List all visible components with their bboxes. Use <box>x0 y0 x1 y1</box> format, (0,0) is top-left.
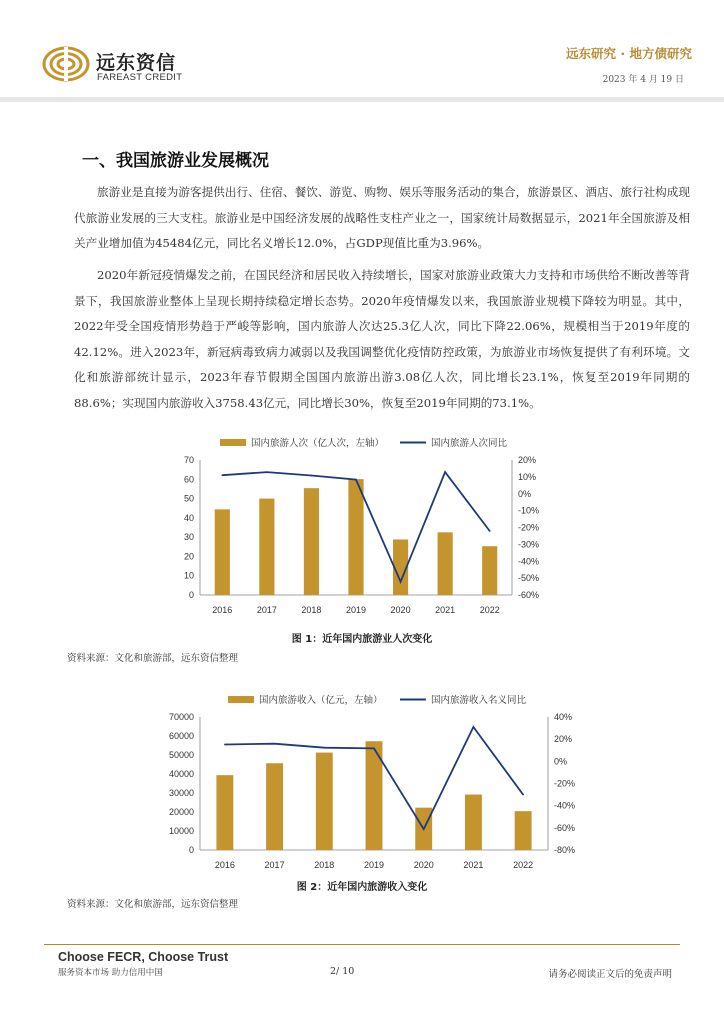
legend-line-label: 国内旅游收入名义同比 <box>431 695 527 706</box>
line-point <box>355 479 357 481</box>
line-point <box>444 471 446 473</box>
bar <box>438 532 453 595</box>
left-tick-label: 50 <box>183 493 194 504</box>
bar <box>316 753 333 850</box>
right-tick-label: -50% <box>518 573 540 584</box>
left-tick-label: 10 <box>183 570 194 581</box>
bar <box>304 488 319 595</box>
left-tick-label: 20 <box>183 551 194 562</box>
bar <box>259 499 274 595</box>
left-tick-label: 50000 <box>168 750 194 760</box>
line-point <box>266 471 268 473</box>
report-category: 远东研究 · 地方债研究 <box>566 46 692 61</box>
x-tick-label: 2016 <box>214 860 235 870</box>
chart-2 <box>0 690 724 878</box>
report-date: 2023 年 4 月 19 日 <box>602 75 684 85</box>
chart-2-source: 资料来源：文化和旅游部，远东资信整理 <box>67 899 239 910</box>
footer-slogan: 服务资本市场 助力信用中国 <box>58 968 163 978</box>
legend-bar-label: 国内旅游人次（亿人次，左轴） <box>251 438 385 449</box>
left-tick-label: 30 <box>183 532 194 543</box>
legend-line-label: 国内旅游人次同比 <box>431 438 508 449</box>
logo-chinese-name: 远东资信 <box>96 52 177 74</box>
right-tick-label: -80% <box>554 845 576 855</box>
left-tick-label: 20000 <box>168 807 194 817</box>
footer-disclaimer: 请务必阅读正文后的免责声明 <box>548 969 672 980</box>
chart-1-caption: 图 1：近年国内旅游业人次变化 <box>291 634 433 645</box>
bar <box>216 775 233 850</box>
paragraph-1: 旅游业是直接为游客提供出行、住宿、餐饮、游览、购物、娱乐等服务活动的集合，旅游景区、酒店、旅行社构成现代旅游业发展的三大支柱。旅游业是中国经济发展的战略性支柱产业之一，国家统计局数据显示，2021年全国旅游及相关产业增加值为45484亿元，同比名义增长12.0%，占GDP现值比重为3.96%。 <box>74 185 690 250</box>
right-tick-label: -20% <box>554 778 576 789</box>
right-tick-label: -40% <box>554 800 576 811</box>
chart-1-svg <box>0 430 724 630</box>
x-tick-label: 2019 <box>345 605 367 615</box>
line-point <box>274 743 276 745</box>
right-tick-label: 40% <box>554 712 573 722</box>
x-tick-label: 2018 <box>301 605 322 615</box>
bar <box>482 546 497 595</box>
left-tick-label: 60000 <box>168 731 194 741</box>
x-tick-label: 2019 <box>363 860 385 870</box>
header-divider <box>0 97 724 102</box>
chart-2-caption: 图 2：近年国内旅游收入变化 <box>296 882 428 893</box>
x-tick-label: 2022 <box>513 860 534 870</box>
left-tick-label: 0 <box>188 590 194 600</box>
left-tick-label: 40 <box>183 512 194 523</box>
x-tick-label: 2021 <box>435 605 456 615</box>
x-tick-label: 2017 <box>256 605 277 615</box>
fareast-logo-icon <box>42 46 90 82</box>
left-tick-label: 0 <box>188 845 194 855</box>
line-point <box>522 794 524 796</box>
line-point <box>311 475 313 477</box>
footer-divider <box>44 944 680 945</box>
x-tick-label: 2018 <box>314 860 335 870</box>
chart-1 <box>0 430 724 630</box>
x-tick-label: 2022 <box>479 605 500 615</box>
footer-brand: Choose FECR, Choose Trust <box>58 950 229 964</box>
company-logo <box>42 46 212 86</box>
x-tick-label: 2021 <box>463 860 484 870</box>
bar <box>266 763 283 850</box>
line-point <box>489 530 491 532</box>
left-tick-label: 10000 <box>168 826 194 836</box>
left-tick-label: 40000 <box>168 769 194 779</box>
right-tick-label: -60% <box>518 590 540 600</box>
x-tick-label: 2020 <box>413 860 434 870</box>
right-tick-label: -30% <box>518 539 540 550</box>
chart-2-svg <box>0 690 724 878</box>
right-tick-label: -60% <box>554 822 576 833</box>
bar <box>465 795 482 850</box>
right-tick-label: 10% <box>518 471 537 482</box>
x-tick-label: 2016 <box>212 605 233 615</box>
right-tick-label: 20% <box>518 455 537 465</box>
left-tick-label: 30000 <box>168 788 194 798</box>
left-tick-label: 60 <box>183 474 194 485</box>
bar <box>348 479 363 595</box>
line-point <box>400 581 402 583</box>
x-tick-label: 2017 <box>264 860 285 870</box>
left-tick-label: 70000 <box>168 712 194 722</box>
right-tick-label: 0% <box>554 756 568 767</box>
right-tick-label: 0% <box>518 488 532 499</box>
right-tick-label: -10% <box>518 505 540 516</box>
legend-bar-label: 国内旅游收入（亿元，左轴） <box>259 695 383 706</box>
legend-bar-swatch <box>220 439 246 446</box>
legend-bar-swatch <box>228 696 254 703</box>
bar <box>515 811 532 850</box>
chart-1-source: 资料来源：文化和旅游部，远东资信整理 <box>67 653 239 664</box>
paragraph-2: 2020年新冠疫情爆发之前，在国民经济和居民收入持续增长，国家对旅游业政策大力支持和市场供给不断改善等背景下，我国旅游业整体上呈现长期持续稳定增长态势。2020年疫情爆发以来，我国旅游业规模下降较为明显。其中，2022年受全国疫情形势趋于严峻等影响，国内旅游人次达25.3亿人次，同比下降22.06%，规模相当于2019年度的42.12%。进入2023年，新冠病毒致病力减弱以及我国调整优化疫情防控政策，为旅游业市场恢复提供了有利环境。文化和旅游部统计显示，2023年春节假期全国国内旅游出游3.08亿人次，同比增长23.1%，恢复至2019年同期的88.6%；实现国内旅游收入3758.43亿元，同比增长30%，恢复至2019年同期的73.1%。 <box>74 268 690 410</box>
section-title: 一、我国旅游业发展概况 <box>82 151 269 171</box>
line-point <box>221 474 223 476</box>
right-tick-label: -40% <box>518 556 540 567</box>
right-tick-label: 20% <box>554 734 573 745</box>
page-number: 2/ 10 <box>330 966 355 977</box>
line-point <box>473 726 475 728</box>
line-point <box>373 748 375 750</box>
bar <box>215 509 230 595</box>
logo-english-name: FAREAST CREDIT <box>97 72 183 83</box>
x-tick-label: 2020 <box>390 605 411 615</box>
right-tick-label: -20% <box>518 522 540 533</box>
line-point <box>323 747 325 749</box>
line-point <box>423 828 425 830</box>
left-tick-label: 70 <box>183 455 194 465</box>
line-point <box>224 744 226 746</box>
